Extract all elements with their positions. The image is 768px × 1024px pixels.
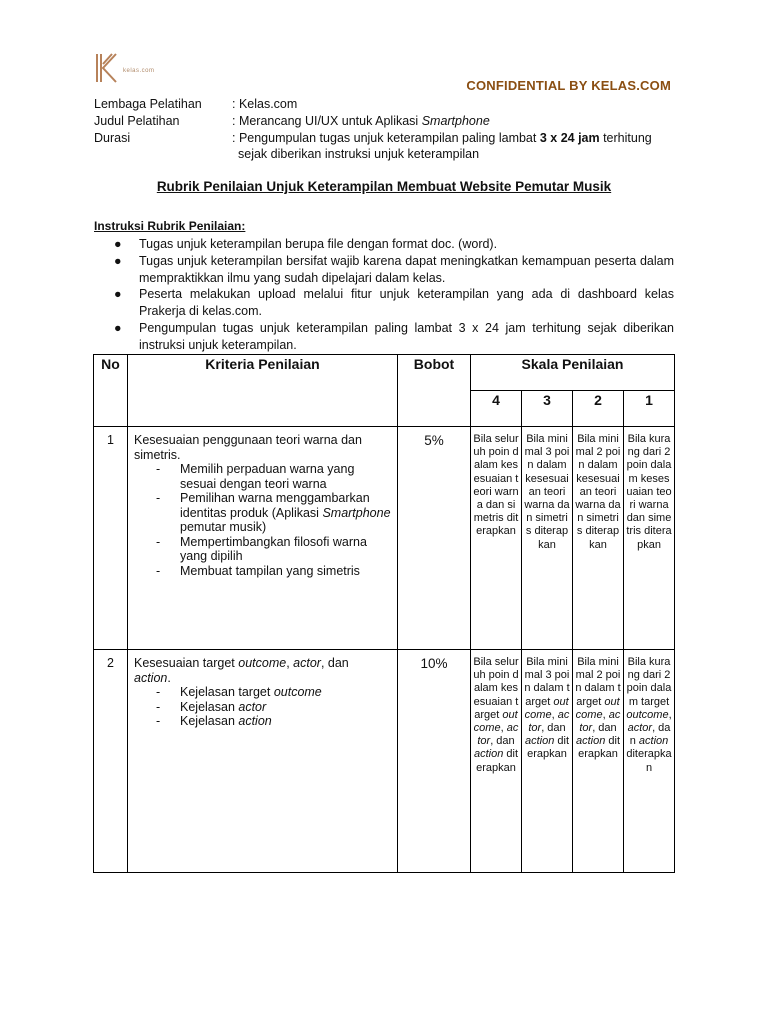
score-text: Bila minimal 2 poin dalam target: [575, 656, 621, 708]
row-number: 1: [94, 427, 128, 650]
score-action: action: [473, 748, 504, 761]
dash-marker: -: [156, 685, 161, 699]
subitem-text: [180, 685, 391, 700]
criteria-cell: [128, 427, 398, 650]
subitem-italic: actor: [238, 699, 267, 714]
meta-row-lembaga: [94, 96, 684, 113]
score-suffix: diterapkan: [626, 748, 672, 774]
score-actor: actor: [528, 708, 570, 735]
subitem-text: Mempertimbangkan filosofi warna yang dipilih: [180, 534, 367, 563]
instructions-list: [94, 236, 674, 354]
kelas-k-icon: [94, 52, 120, 84]
score-actor: actor: [477, 722, 519, 748]
criteria-subitem: [134, 491, 391, 535]
meta-val-lembaga: : Kelas.com: [232, 97, 298, 111]
score-outcome: outcome: [524, 695, 569, 721]
subitem-text: [180, 714, 391, 729]
score-actor: actor: [579, 708, 621, 735]
durasi-bold: 3 x 24 jam: [539, 130, 600, 145]
dash-marker: -: [156, 534, 161, 549]
row-number: 2: [94, 650, 128, 873]
criteria-subitem: [134, 714, 391, 729]
subitem-text-part: Pemilihan warna menggambarkan identitas produk (Aplikasi: [180, 491, 370, 520]
score-action: action: [575, 735, 606, 748]
subitem-text-part: Kejelasan: [180, 714, 239, 728]
criteria-text: Kesesuaian target: [134, 656, 239, 670]
score-comma-dan: , dan: [541, 722, 566, 735]
score-comma-dan: , dan: [490, 735, 515, 748]
logo-wordmark: kelas.com: [123, 68, 155, 74]
criteria-subitem: [134, 700, 391, 715]
subitem-text: Membuat tampilan yang simetris: [180, 563, 360, 578]
criteria-subitem: [134, 564, 391, 579]
header-score-3: 3: [522, 391, 573, 427]
meta-val-durasi: [232, 130, 684, 164]
durasi-text-1: : Pengumpulan tugas unjuk keterampilan paling lambat: [232, 130, 540, 145]
dash-marker: -: [156, 491, 161, 505]
header-score-2: 2: [573, 391, 624, 427]
weight-cell: 5%: [398, 427, 471, 650]
score-comma: ,: [500, 722, 507, 735]
meta-key-judul: Judul Pelatihan: [94, 113, 180, 128]
score-comma-dan: , dan: [592, 722, 617, 735]
criteria-subitem: [134, 462, 391, 491]
header-kriteria: Kriteria Penilaian: [128, 355, 398, 427]
list-item-text: Peserta melakukan upload melalui fitur unjuk keterampilan yang ada di dashboard kelas Prakerja di kelas.com.: [139, 287, 674, 319]
subitem-text-part: Kejelasan target: [180, 685, 274, 699]
criteria-outcome: outcome: [238, 656, 287, 670]
subitem-italic: outcome: [273, 685, 322, 699]
score-comma: ,: [668, 708, 672, 721]
score-3-cell: [522, 650, 573, 873]
bullet-icon: ●: [114, 253, 122, 268]
table-row: [94, 650, 675, 873]
dash-marker: -: [156, 714, 161, 728]
score-outcome: outcome: [626, 708, 669, 721]
subitem-text: [180, 491, 391, 535]
subitem-italic: action: [238, 714, 272, 728]
dash-marker: -: [156, 462, 161, 476]
subitem-text-end: pemutar musik): [180, 520, 267, 534]
durasi-line-2: sejak diberikan instruksi unjuk keterampilan: [238, 147, 480, 162]
list-item-text: Tugas unjuk keterampilan berupa file dengan format doc. (word).: [139, 237, 498, 251]
criteria-subitem: [134, 535, 391, 564]
score-suffix: diterapkan: [527, 735, 570, 761]
score-text: Bila minimal 3 poin dalam target: [524, 656, 570, 708]
header-bobot: Bobot: [398, 355, 471, 427]
list-item-text: Tugas unjuk keterampilan bersifat wajib karena dapat meningkatkan kemampuan peserta dalam mempraktikkan ilmu yang sudah dipelajari dalam kelas.: [139, 253, 674, 285]
score-action: action: [638, 735, 669, 748]
subitem-text: Memilih perpaduan warna yang sesuai dengan teori warna: [180, 462, 355, 491]
list-item-text: Pengumpulan tugas unjuk keterampilan paling lambat 3 x 24 jam terhitung sejak diberikan instruksi unjuk keterampilan.: [139, 320, 674, 352]
score-suffix: diterapkan: [476, 748, 519, 774]
subitem-text-part: Kejelasan: [180, 699, 239, 714]
durasi-text-2: terhitung: [599, 130, 652, 145]
bullet-icon: ●: [114, 237, 122, 251]
score-1-cell: [624, 650, 675, 873]
bullet-icon: ●: [114, 287, 122, 302]
score-action: action: [524, 735, 555, 748]
subitem-text: [180, 700, 391, 715]
score-1-cell: Bila kurang dari 2 poin dalam kesesuaian teori warna dan simetris diterapkan: [624, 427, 675, 650]
criteria-comma: ,: [286, 656, 294, 670]
criteria-dot: .: [167, 670, 171, 685]
criteria-dan: , dan: [320, 656, 349, 670]
training-meta: [94, 96, 684, 163]
document-title: Rubrik Penilaian Unjuk Keterampilan Membuat Website Pemutar Musik: [156, 179, 612, 194]
score-text: Bila seluruh poin dalam kesesuaian target: [473, 656, 519, 721]
score-2-cell: [573, 650, 624, 873]
weight-cell: 10%: [398, 650, 471, 873]
score-text: Bila kurang dari 2 poin dalam target: [626, 656, 672, 708]
instructions-heading: Instruksi Rubrik Penilaian:: [94, 219, 246, 233]
confidential-label: CONFIDENTIAL BY KELAS.COM: [466, 78, 671, 93]
score-outcome: outcome: [473, 708, 518, 735]
dash-marker: -: [156, 699, 161, 714]
criteria-main: Kesesuaian penggunaan teori warna dan simetris.: [134, 433, 362, 462]
score-comma-dan: , dan: [629, 722, 671, 748]
score-4-cell: [471, 650, 522, 873]
criteria-cell: [128, 650, 398, 873]
kelas-logo: [94, 52, 155, 84]
score-4-cell: Bila seluruh poin dalam kesesuaian teori warna dan simetris diterapkan: [471, 427, 522, 650]
score-comma: ,: [602, 708, 609, 721]
list-item: [94, 320, 674, 354]
meta-val-judul: [232, 113, 684, 130]
meta-row-durasi: [94, 130, 684, 164]
score-suffix: diterapkan: [578, 735, 621, 761]
meta-key-lembaga: Lembaga Pelatihan: [94, 97, 202, 111]
score-3-cell: Bila minimal 3 poin dalam kesesuaian teori warna dan simetris diterapkan: [522, 427, 573, 650]
meta-row-judul: [94, 113, 684, 130]
rubric-table: [93, 354, 675, 873]
bullet-icon: ●: [114, 320, 122, 335]
criteria-main: [134, 656, 391, 685]
score-2-cell: Bila minimal 2 poin dalam kesesuaian teori warna dan simetris diterapkan: [573, 427, 624, 650]
header-skala: Skala Penilaian: [471, 355, 675, 391]
table-row: [94, 427, 675, 650]
criteria-subitem: [134, 685, 391, 700]
list-item: [94, 236, 674, 253]
judul-text: : Merancang UI/UX untuk Aplikasi: [232, 113, 422, 128]
score-actor: actor: [627, 722, 653, 735]
score-comma: ,: [551, 708, 558, 721]
header-score-1: 1: [624, 391, 675, 427]
list-item: [94, 286, 674, 320]
criteria-action: action: [134, 670, 168, 685]
judul-italic: Smartphone: [421, 113, 490, 128]
subitem-italic: Smartphone: [322, 505, 391, 520]
score-outcome: outcome: [575, 695, 620, 721]
header-score-4: 4: [471, 391, 522, 427]
header-no: No: [94, 355, 128, 427]
dash-marker: -: [156, 563, 161, 578]
meta-key-durasi: Durasi: [94, 130, 131, 145]
criteria-actor: actor: [293, 656, 321, 670]
list-item: [94, 253, 674, 287]
